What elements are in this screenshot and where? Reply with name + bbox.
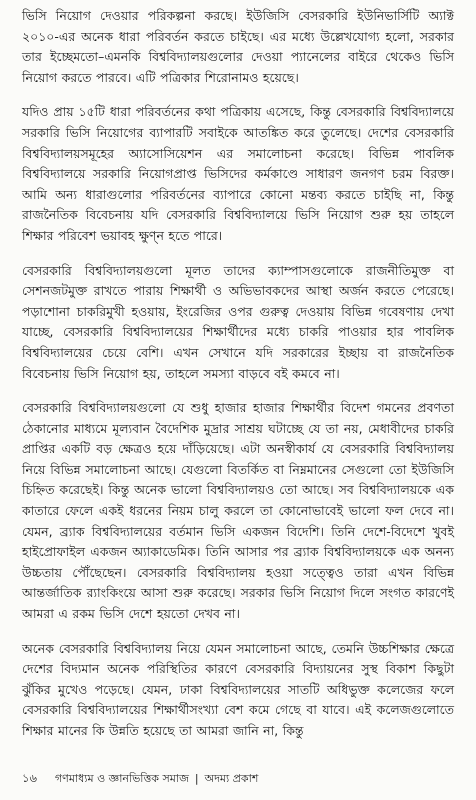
paragraph-2: যদিও প্রায় ১৫টি ধারা পরিবর্তনের কথা পত্রিকায় এসেছে, কিন্তু বেসরকারি বিশ্ববিদ্যালয়ে সরকারি ভিসি নিয়োগের ব্যাপারটি সবাইকে আতঙ্কিত করে তুলেছে। দেশের বেসরকারি বিশ্ববিদ্যালয়সমূহের অ্যাসোসিয়েশন এর সমালোচনা করেছে। বিভিন্ন পাবলিক বিশ্ববিদ্যালয়ে সরকারি নিয়োগপ্রাপ্ত ভিসিদের কর্মকাণ্ডে সাধারণ জনগণ চরম বিরক্ত। আমি অন্য ধারাগুলোর পরিবর্তনের ব্যাপারে কোনো মন্তব্য করতে চাইছি না, কিন্তু রাজনৈতিক বিবেচনায় যদি বেসরকারি বিশ্ববিদ্যালয়ে ভিসি নিয়োগ শুরু হয় তাহলে শিক্ষার পরিবেশ ভয়াবহ ক্ষুণ্ন হতে পারে। xyxy=(22,104,454,243)
page-body xyxy=(22,6,454,756)
footer-separator: | xyxy=(194,772,199,785)
book-title: গণমাধ্যম ও জ্ঞানভিত্তিক সমাজ xyxy=(54,772,189,785)
paragraph-1: ভিসি নিয়োগ দেওয়ার পরিকল্পনা করছে। ইউজিসি বেসরকারি ইউনিভার্সিটি অ্যাক্ট ২০১০-এর অনেক ধারা পরিবর্তন করতে চাইছে। এর মধ্যে উল্লেখযোগ্য হলো, সরকার তার ইচ্ছেমতো–এমনকি বিশ্ববিদ্যালয়গুলোর দেওয়া প্যানেলের বাইরে থেকেও ভিসি নিয়োগ করতে পারবে। এটি পত্রিকার শিরোনামও হয়েছে। xyxy=(22,8,454,85)
publisher-name: অদম্য প্রকাশ xyxy=(204,772,259,785)
page-number: ১৬ xyxy=(22,771,37,785)
paragraph-4: বেসরকারি বিশ্ববিদ্যালয়গুলো যে শুধু হাজার হাজার শিক্ষার্থীর বিদেশ গমনের প্রবণতা ঠেকানোর মাধ্যমে মূল্যবান বৈদেশিক মুদ্রার সাশ্রয় ঘটাচ্ছে যে তা নয়, মেধাবীদের চাকরি প্রাপ্তির একটি বড় ক্ষেত্রও হয়ে দাঁড়িয়েছে। এটা অনস্বীকার্য যে বেসরকারি বিশ্ববিদ্যালয় নিয়ে বিভিন্ন সমালোচনা আছে। যেগুলো বিতর্কিত বা নিম্নমানের সেগুলো তো ইউজিসি চিহ্নিত করেছেই। কিন্তু অনেক ভালো বিশ্ববিদ্যালয়ও তো আছে। সব বিশ্ববিদ্যালয়কে এক কাতারে ফেলে একই ধরনের নিয়ম চালু করলে তা কোনোভাবেই ভালো ফল দেবে না। যেমন, ব্র্যাক বিশ্ববিদ্যালয়ের বর্তমান ভিসি একজন বিদেশি। তিনি দেশে-বিদেশে খুবই হাইপ্রোফাইল একজন অ্যাকাডেমিক। তিনি আসার পর ব্র্যাক বিশ্ববিদ্যালয়কে এক অনন্য উচ্চতায় পৌঁছেছেন। বেসরকারি বিশ্ববিদ্যালয় হওয়া সত্ত্বেও তারা এখন বিভিন্ন আন্তর্জাতিক র‍্যাংকিংয়ে আসা শুরু করেছে। সরকার ভিসি নিয়োগ দিলে সংগত কারণেই আমরা এ রকম ভিসি দেশে হয়তো দেখব না। xyxy=(22,400,454,622)
paragraph-3: বেসরকারি বিশ্ববিদ্যালয়গুলো মূলত তাদের ক্যাম্পাসগুলোকে রাজনীতিমুক্ত বা সেশনজটমুক্ত রাখতে পারায় শিক্ষার্থী ও অভিভাবকদের আস্থা অর্জন করতে পেরেছে। পড়াশোনা চাকরিমুখী হওয়ায়, ইংরেজির ওপর গুরুত্ব দেওয়ায় বিভিন্ন গবেষণায় দেখা যাচ্ছে, বেসরকারি বিশ্ববিদ্যালয়ের শিক্ষার্থীদের মধ্যে চাকরি পাওয়ার হার পাবলিক বিশ্ববিদ্যালয়ের চেয়ে বেশি। এখন সেখানে যদি সরকারের ইচ্ছায় বা রাজনৈতিক বিবেচনায় ভিসি নিয়োগ হয়, তাহলে সমস্যা বাড়বে বই কমবে না। xyxy=(22,262,454,381)
paragraph-5: অনেক বেসরকারি বিশ্ববিদ্যালয় নিয়ে যেমন সমালোচনা আছে, তেমনি উচ্চশিক্ষার ক্ষেত্রে দেশের বিদ্যমান অনেক পরিস্থিতির কারণে বেসরকারি বিদ্যায়নের সুস্থ বিকাশ কিছুটা ঝুঁকির মুখেও পড়েছে। যেমন, ঢাকা বিশ্ববিদ্যালয়ের সাতটি অধিভুক্ত কলেজের ফলে বেসরকারি বিশ্ববিদ্যালয়ের শিক্ষার্থীসংখ্যা বেশ কমে গেছে বা যাবে। এই কলেজগুলোতে শিক্ষার মানের কি উন্নতি হয়েছে তা আমরা জানি না, কিন্তু xyxy=(22,640,454,738)
page-footer xyxy=(22,770,454,789)
